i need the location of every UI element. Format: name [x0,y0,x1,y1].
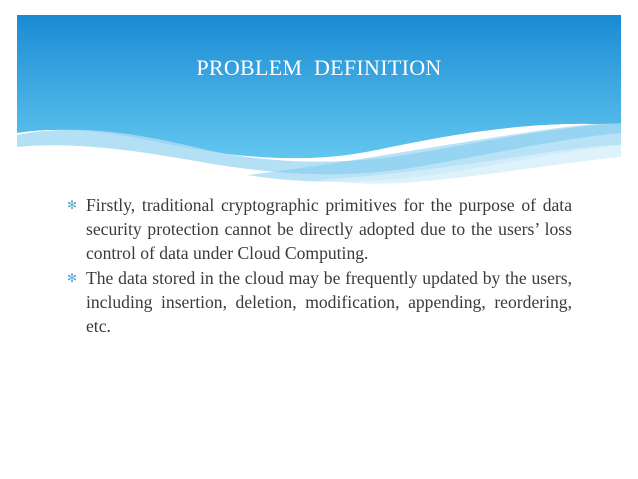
header-wave-background [17,15,621,190]
bullet-list [67,193,572,339]
list-item [67,193,572,265]
slide-title: PROBLEM DEFINITION [196,55,442,80]
bullet-text: The data stored in the cloud may be frequently updated by the users, including insertion, deletion, modification, appending, reordering, etc. [86,268,572,336]
asterisk-bullet-icon: ✻ [67,271,78,285]
list-item [67,266,572,338]
asterisk-bullet-icon: ✻ [67,198,78,212]
slide [17,15,621,467]
bullet-text: Firstly, traditional cryptographic primitives for the purpose of data security protection cannot be directly adopted due to the users’ loss control of data under Cloud Computing. [86,195,572,263]
